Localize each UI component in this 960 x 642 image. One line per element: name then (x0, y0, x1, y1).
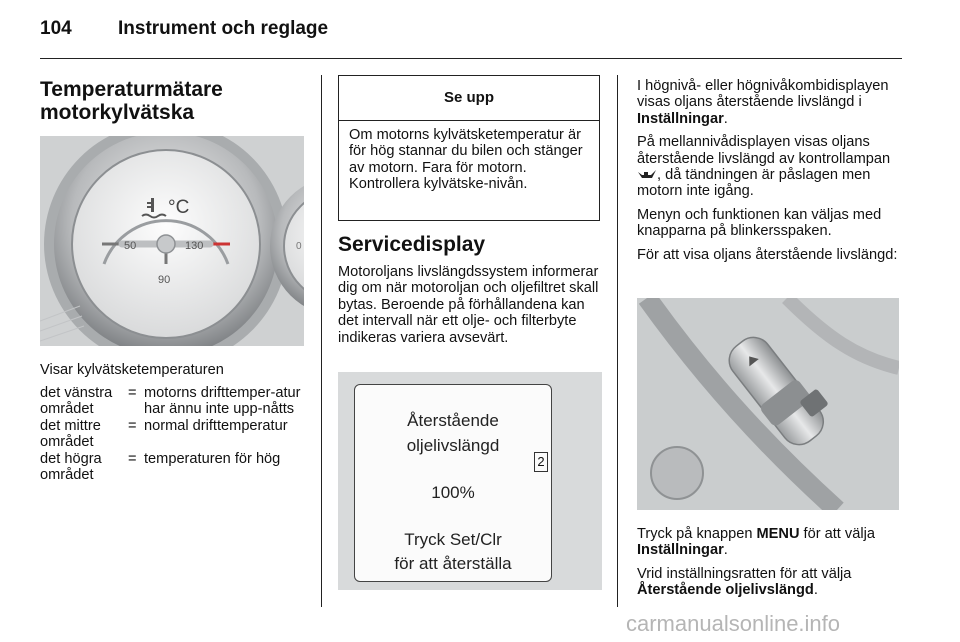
lcd-line-5: för att återställa (394, 554, 512, 573)
paragraph-show: För att visa oljans återstående livslängd: (637, 246, 898, 263)
gauge-hub (157, 235, 175, 253)
table-row (40, 418, 304, 451)
table-desc: normal drifttemperatur (144, 417, 288, 434)
column3-intro (637, 78, 903, 270)
paragraph-highlevel: I högnivå- eller högnivåkombidisplayen visas oljans återstående livslängd i Inställningar. (637, 78, 889, 127)
step-press-menu: Tryck på knappen MENU för att välja Inställningar. (637, 526, 875, 559)
table-sep: = (128, 417, 137, 434)
service-display-lcd (354, 384, 552, 582)
column-divider-right (617, 75, 618, 607)
lcd-line-1: Återstående (407, 411, 499, 430)
ignition-area (651, 447, 703, 499)
lcd-line-2: oljelivslängd (406, 436, 500, 455)
settings-term-2: Inställningar (637, 542, 724, 559)
table-row (40, 451, 304, 484)
table-term: det vänstra området (40, 385, 113, 418)
coolant-section-title (40, 78, 310, 124)
gauge-label-130: 130 (185, 240, 204, 252)
remaining-oil-life-term: Återstående oljelivslängd (637, 582, 814, 599)
gauge-label-50: 50 (124, 240, 137, 252)
coolant-title-line2: motorkylvätska (40, 101, 195, 124)
caution-text: Om motorns kylvätsketemperatur är för hög stannar du bilen och stänger av motorn. Fara för motorn. Kontrollera kylvätske-nivån. (349, 127, 583, 193)
turn-signal-lever-photo (637, 298, 899, 510)
neighbor-gauge-label: 0 (296, 241, 302, 252)
table-sep: = (128, 385, 137, 401)
header-rule (40, 58, 902, 59)
coolant-gauge-photo (40, 136, 304, 346)
table-row (40, 385, 304, 418)
oil-can-icon (637, 169, 657, 180)
service-display-photo (338, 372, 602, 590)
table-term: det mittre området (40, 417, 101, 451)
gauge-label-90: 90 (158, 274, 171, 286)
lcd-percent: 100% (431, 483, 475, 502)
column-divider-left (321, 75, 322, 607)
caution-title: Se upp (339, 76, 599, 121)
coolant-gauge-illustration (40, 136, 304, 346)
gauge-range-table (40, 385, 304, 483)
coolant-caption: Visar kylvätsketemperaturen (40, 362, 224, 378)
table-desc: motorns drifttemper-atur har ännu inte upp-nåtts (144, 385, 301, 418)
caution-box (338, 75, 600, 221)
table-term: det högra området (40, 450, 102, 484)
paragraph-menu: Menyn och funktionen kan väljas med knapparna på blinkersspaken. (637, 206, 882, 240)
lcd-page-indicator: 2 (534, 452, 548, 472)
step-turn-dial: Vrid inställningsratten för att välja Återstående oljelivslängd. (637, 565, 852, 599)
page-number: 104 (40, 18, 72, 39)
lever-illustration (637, 298, 899, 510)
gauge-unit: °C (168, 197, 190, 218)
column3-steps (637, 526, 903, 606)
coolant-title-line1: Temperaturmätare (40, 78, 223, 101)
service-text: Motoroljans livslängdssystem informerar dig om när motoroljan och oljefiltret skall bytas. Beroende på förhållandena kan det intervall när ett olje- och filterbyte indikeras variera avsevärt. (338, 264, 599, 346)
paragraph-midlevel: På mellannivådisplayen visas oljans återstående livslängd av kontrollampan , då tändningen är påslagen men motorn inte igång. (637, 134, 891, 200)
lcd-line-4: Tryck Set/Clr (404, 530, 502, 549)
service-section-title: Servicedisplay (338, 233, 486, 256)
menu-term: MENU (756, 526, 800, 542)
watermark: carmanualsonline.info (626, 611, 841, 636)
table-desc: temperaturen för hög (144, 450, 281, 467)
header-title: Instrument och reglage (118, 18, 329, 39)
settings-term: Inställningar (637, 110, 724, 127)
table-sep: = (128, 450, 137, 467)
